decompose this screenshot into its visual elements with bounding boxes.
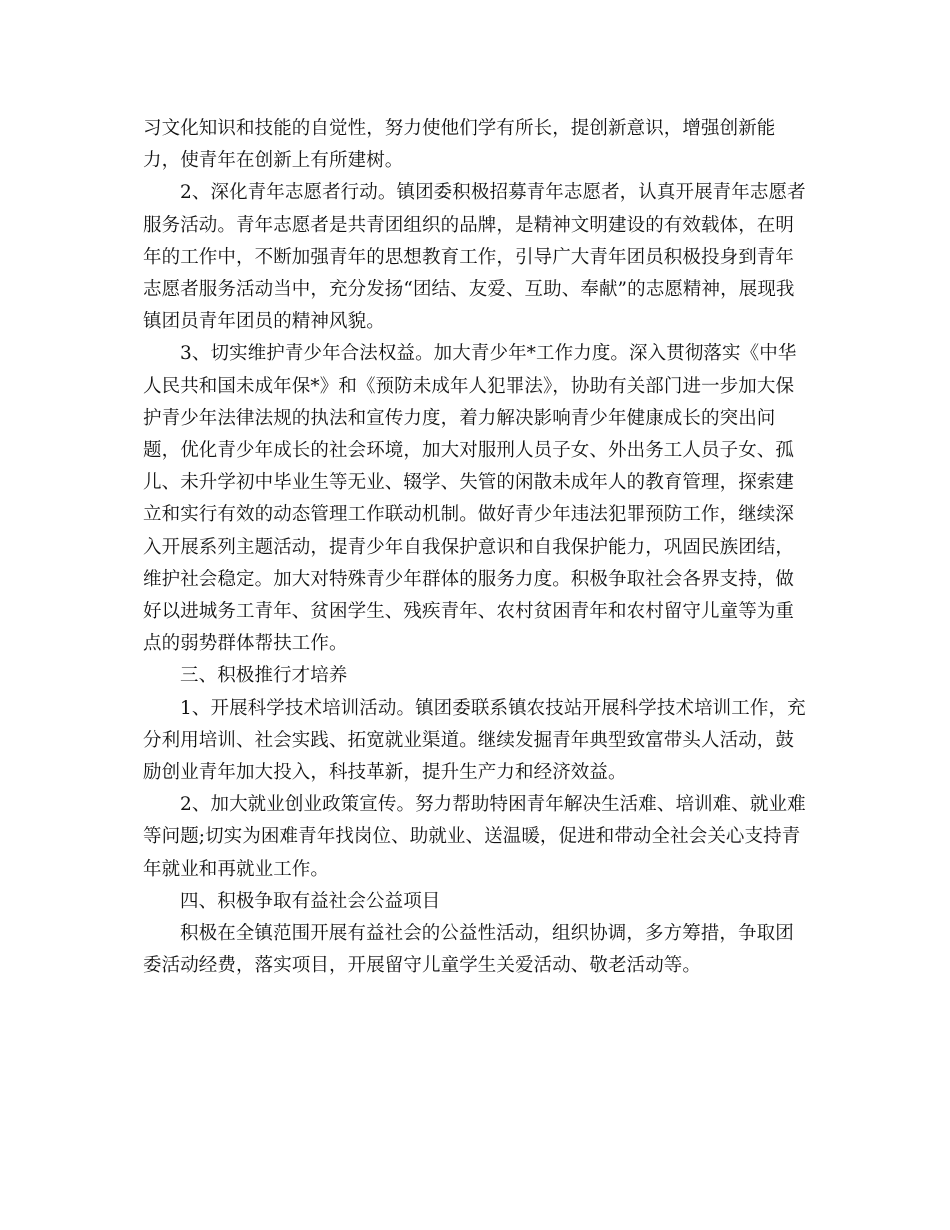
section-heading-talent: 三、积极推行才培养 — [180, 665, 348, 687]
paragraph-employment: 2、加大就业创业政策宣传。努力帮助特困青年解决生活难、培训难、就业难 等问题;切实为困难青年找岗位、助就业、送温暖，促进和带动全社会关心支持青 年就业和再就业工作。 — [143, 794, 806, 880]
paragraph-tech-training: 1、开展科学技术培训活动。镇团委联系镇农技站开展科学技术培训工作，充 分利用培训、社会实践、拓宽就业渠道。继续发掘青年典型致富带头人活动，鼓 励创业青年加大投入，科技革新，提升生产力和经济效益。 — [143, 697, 806, 784]
document-body — [143, 113, 811, 982]
paragraph-continuation: 习文化知识和技能的自觉性，努力使他们学有所长，提创新意识，增强创新能 力，使青年在创新上有所建树。 — [143, 118, 776, 172]
paragraph-public-welfare: 积极在全镇范围开展有益社会的公益性活动，组织协调，多方筹措，争取团 委活动经费，落实项目，开展留守儿童学生关爱活动、敬老活动等。 — [143, 923, 794, 977]
section-heading-public-welfare: 四、积极争取有益社会公益项目 — [180, 890, 441, 912]
paragraph-volunteer: 2、深化青年志愿者行动。镇团委积极招募青年志愿者，认真开展青年志愿者 服务活动。青年志愿者是共青团组织的品牌，是精神文明建设的有效载体，在明 年的工作中，不断加强青年的思想教育工作，引导广大青年团员积极投身到青年 志愿者服务活动当中，充分发扬“团结、友爱、互助、奉献”的志愿精神，展现我 镇团员青年团员的精神风貌。 — [143, 182, 806, 333]
paragraph-youth-rights: 3、切实维护青少年合法权益。加大青少年*工作力度。深入贯彻落实《中华 人民共和国未成年保*》和《预防未成年人犯罪法》，协助有关部门进一步加大保 护青少年法律法规的执法和宣传力度，着力解决影响青少年健康成长的突出问 题，优化青少年成长的社会环境，加大对服刑人员子女、外出务工人员子女、孤 儿、未升学初中毕业生等无业、辍学、失管的闲散未成年人的教育管理，探索建 立和实行有效的动态管理工作联动机制。做好青少年违法犯罪预防工作，继续深 入开展系列主题活动，提青少年自我保护意识和自我保护能力，巩固民族团结， 维护社会稳定。加大对特殊青少年群体的服务力度。积极争取社会各界支持，做 好以进城务工青年、贫困学生、残疾青年、农村贫困青年和农村留守儿童等为重 点的弱势群体帮扶工作。 — [143, 343, 797, 655]
